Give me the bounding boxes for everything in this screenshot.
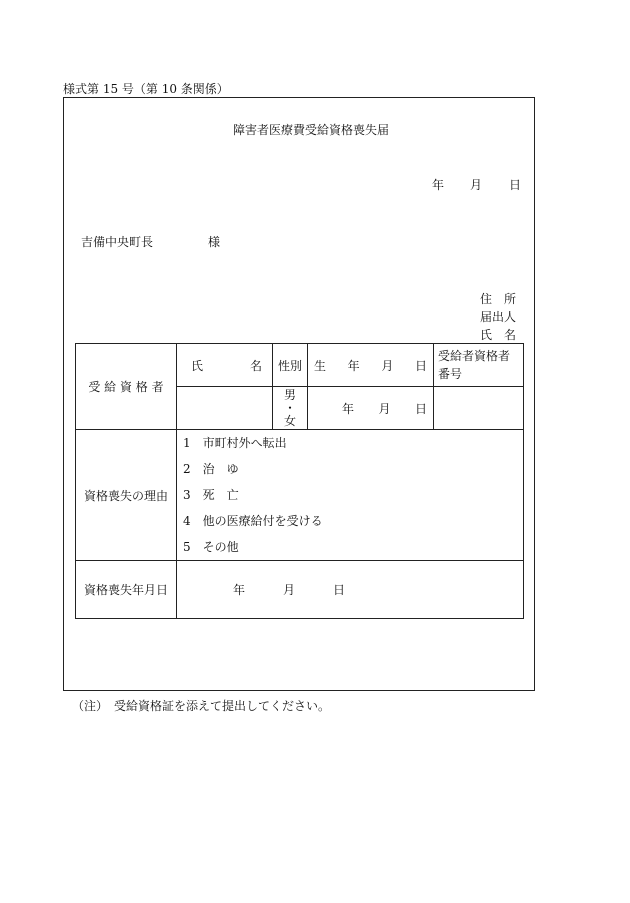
number-header-line1: 受給者資格者 [438, 349, 511, 363]
loss-month: 月 [283, 583, 296, 597]
birth-value-year: 年 [342, 401, 355, 416]
name-label: 氏 名 [480, 328, 517, 342]
sex-value-cell [273, 387, 308, 430]
loss-date-value-cell [177, 561, 524, 619]
reason-header: 資格喪失の理由 [83, 488, 168, 503]
recipient-table [75, 343, 524, 619]
list-item: 3 死 亡 [183, 488, 239, 502]
birth-value-cell [308, 387, 434, 430]
table-row [76, 430, 524, 561]
birth-month: 月 [381, 358, 394, 373]
name-header-cell [177, 344, 273, 387]
sex-dot: ・ [283, 400, 296, 415]
sex-male: 男 [283, 387, 296, 402]
loss-day: 日 [333, 583, 346, 597]
form-title: 障害者医療費受給資格喪失届 [232, 123, 389, 137]
list-item: 4 他の医療給付を受ける [183, 514, 323, 528]
birth-header-cell [308, 344, 434, 387]
date-day: 日 [509, 178, 522, 192]
birth-value-month: 月 [378, 401, 391, 416]
address-label: 住 所 [480, 292, 517, 306]
form-number: 様式第 15 号（第 10 条関係） [63, 82, 229, 96]
name-header-b: 名 [249, 358, 262, 373]
number-header-cell [434, 344, 524, 387]
birth-prefix: 生 [314, 358, 327, 373]
loss-date-header: 資格喪失年月日 [83, 583, 168, 597]
birth-year: 年 [347, 358, 360, 373]
birth-value-day: 日 [414, 401, 427, 416]
list-item: 2 治 ゆ [183, 462, 239, 476]
sex-header-cell [273, 344, 308, 387]
recipient-header-cell [76, 344, 177, 430]
notifier-label: 届出人 [480, 310, 517, 324]
date-year: 年 [432, 178, 445, 192]
loss-date-header-cell [76, 561, 177, 619]
table-row [76, 561, 524, 619]
loss-year: 年 [233, 583, 246, 597]
number-value-cell [434, 387, 524, 430]
list-item: 1 市町村外へ転出 [183, 436, 287, 450]
addressee-honorific: 様 [208, 235, 221, 249]
footnote: （注） 受給資格証を添えて提出してください。 [72, 699, 331, 713]
reason-header-cell [76, 430, 177, 561]
name-header-a: 氏 [191, 358, 204, 373]
sex-header: 性別 [277, 358, 302, 373]
list-item: 5 その他 [183, 540, 239, 554]
sex-female: 女 [283, 413, 296, 428]
date-month: 月 [470, 178, 483, 192]
birth-day: 日 [414, 358, 427, 373]
number-header-line2: 番号 [438, 367, 463, 381]
name-value-cell [177, 387, 273, 430]
table-row [76, 344, 524, 387]
addressee-name: 吉備中央町長 [81, 235, 154, 249]
reason-list-cell [177, 430, 524, 561]
recipient-header: 受 給 資 格 者 [88, 380, 164, 394]
